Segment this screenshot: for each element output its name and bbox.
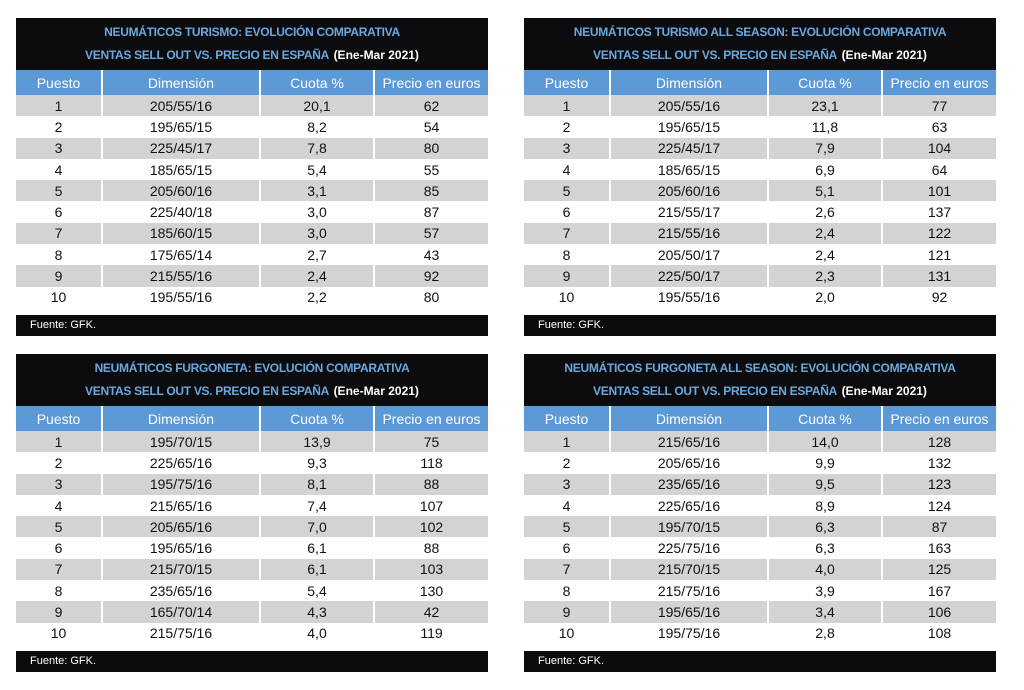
- cell-dimension: 215/65/16: [610, 431, 768, 452]
- table-row: [16, 580, 488, 601]
- column-header-puesto: Puesto: [524, 70, 610, 95]
- cell-precio: 167: [882, 580, 996, 601]
- period-label: (Ene-Mar 2021): [841, 48, 927, 62]
- table-row: [16, 138, 488, 159]
- cell-dimension: 195/65/15: [102, 116, 260, 137]
- table-row: [524, 244, 996, 265]
- cell-dimension: 225/65/16: [102, 452, 260, 473]
- cell-puesto: 7: [16, 559, 102, 580]
- cell-dimension: 205/60/16: [610, 180, 768, 201]
- cell-puesto: 1: [524, 431, 610, 452]
- cell-puesto: 7: [16, 223, 102, 244]
- cell-dimension: 215/75/16: [102, 623, 260, 644]
- cell-precio: 62: [374, 95, 488, 116]
- cell-precio: 88: [374, 474, 488, 495]
- cell-cuota: 9,5: [768, 474, 882, 495]
- cell-dimension: 215/55/16: [610, 223, 768, 244]
- column-header-cuota: Cuota %: [260, 70, 374, 95]
- cell-precio: 55: [374, 159, 488, 180]
- cell-puesto: 4: [16, 159, 102, 180]
- cell-dimension: 225/65/16: [610, 495, 768, 516]
- cell-dimension: 215/70/15: [102, 559, 260, 580]
- cell-cuota: 2,2: [260, 287, 374, 308]
- cell-dimension: 205/55/16: [610, 95, 768, 116]
- cell-cuota: 2,7: [260, 244, 374, 265]
- table-panel-turismo: [16, 18, 488, 336]
- cell-precio: 101: [882, 180, 996, 201]
- title-line-2: [16, 380, 488, 403]
- source-note: Fuente: GFK.: [16, 651, 488, 672]
- column-header-dimension: Dimensión: [102, 406, 260, 431]
- cell-cuota: 2,4: [768, 244, 882, 265]
- column-header-precio: Precio en euros: [882, 70, 996, 95]
- title-line-1: NEUMÁTICOS TURISMO ALL SEASON: EVOLUCIÓN COMPARATIVA: [573, 25, 947, 39]
- cell-cuota: 14,0: [768, 431, 882, 452]
- cell-cuota: 2,6: [768, 201, 882, 222]
- cell-puesto: 8: [524, 244, 610, 265]
- table-row: [16, 431, 488, 452]
- table-row: [16, 516, 488, 537]
- column-header-dimension: Dimensión: [610, 70, 768, 95]
- column-header-row: [524, 70, 996, 95]
- cell-precio: 87: [374, 201, 488, 222]
- cell-dimension: 225/45/17: [102, 138, 260, 159]
- panel-title: [16, 354, 488, 406]
- cell-cuota: 4,0: [768, 559, 882, 580]
- cell-dimension: 235/65/16: [610, 474, 768, 495]
- table-row: [524, 601, 996, 622]
- cell-precio: 92: [374, 265, 488, 286]
- cell-cuota: 6,9: [768, 159, 882, 180]
- title-line-2-text: VENTAS SELL OUT VS. PRECIO EN ESPAÑA: [85, 48, 329, 62]
- cell-dimension: 215/70/15: [610, 559, 768, 580]
- cell-precio: 104: [882, 138, 996, 159]
- column-header-puesto: Puesto: [524, 406, 610, 431]
- column-header-precio: Precio en euros: [882, 406, 996, 431]
- table-row: [524, 516, 996, 537]
- ranking-table: [16, 406, 488, 644]
- cell-dimension: 205/55/16: [102, 95, 260, 116]
- cell-precio: 54: [374, 116, 488, 137]
- column-header-puesto: Puesto: [16, 406, 102, 431]
- column-header-row: [16, 406, 488, 431]
- cell-puesto: 7: [524, 223, 610, 244]
- cell-dimension: 205/60/16: [102, 180, 260, 201]
- cell-precio: 42: [374, 601, 488, 622]
- cell-puesto: 8: [16, 580, 102, 601]
- cell-precio: 63: [882, 116, 996, 137]
- cell-dimension: 235/65/16: [102, 580, 260, 601]
- cell-precio: 130: [374, 580, 488, 601]
- cell-precio: 108: [882, 623, 996, 644]
- table-row: [524, 265, 996, 286]
- cell-precio: 124: [882, 495, 996, 516]
- cell-dimension: 215/65/16: [102, 495, 260, 516]
- cell-puesto: 10: [524, 623, 610, 644]
- table-row: [524, 180, 996, 201]
- table-row: [524, 559, 996, 580]
- cell-puesto: 10: [16, 287, 102, 308]
- cell-puesto: 8: [16, 244, 102, 265]
- title-line-1: NEUMÁTICOS TURISMO: EVOLUCIÓN COMPARATIVA: [104, 25, 400, 39]
- cell-precio: 103: [374, 559, 488, 580]
- title-line-2: [524, 380, 996, 403]
- cell-cuota: 13,9: [260, 431, 374, 452]
- cell-dimension: 195/55/16: [610, 287, 768, 308]
- table-row: [16, 180, 488, 201]
- table-row: [16, 159, 488, 180]
- cell-dimension: 185/65/15: [102, 159, 260, 180]
- cell-precio: 80: [374, 138, 488, 159]
- table-row: [16, 223, 488, 244]
- cell-puesto: 2: [16, 116, 102, 137]
- cell-puesto: 4: [524, 159, 610, 180]
- cell-puesto: 4: [524, 495, 610, 516]
- table-row: [524, 116, 996, 137]
- table-row: [16, 474, 488, 495]
- cell-precio: 107: [374, 495, 488, 516]
- cell-precio: 88: [374, 537, 488, 558]
- table-row: [524, 287, 996, 308]
- column-header-precio: Precio en euros: [374, 406, 488, 431]
- table-row: [16, 287, 488, 308]
- cell-precio: 122: [882, 223, 996, 244]
- cell-cuota: 2,4: [260, 265, 374, 286]
- cell-precio: 102: [374, 516, 488, 537]
- cell-dimension: 225/50/17: [610, 265, 768, 286]
- cell-puesto: 9: [524, 601, 610, 622]
- cell-precio: 119: [374, 623, 488, 644]
- cell-puesto: 9: [16, 265, 102, 286]
- cell-dimension: 195/65/15: [610, 116, 768, 137]
- table-row: [16, 623, 488, 644]
- period-label: (Ene-Mar 2021): [333, 48, 419, 62]
- panel-title: [524, 354, 996, 406]
- table-row: [524, 95, 996, 116]
- cell-precio: 80: [374, 287, 488, 308]
- cell-dimension: 195/65/16: [102, 537, 260, 558]
- cell-cuota: 2,3: [768, 265, 882, 286]
- cell-dimension: 215/75/16: [610, 580, 768, 601]
- cell-precio: 106: [882, 601, 996, 622]
- table-row: [524, 580, 996, 601]
- cell-puesto: 1: [524, 95, 610, 116]
- column-header-dimension: Dimensión: [610, 406, 768, 431]
- cell-puesto: 1: [16, 431, 102, 452]
- cell-puesto: 10: [524, 287, 610, 308]
- cell-cuota: 3,1: [260, 180, 374, 201]
- cell-precio: 77: [882, 95, 996, 116]
- cell-dimension: 205/50/17: [610, 244, 768, 265]
- cell-puesto: 3: [16, 138, 102, 159]
- title-line-1: NEUMÁTICOS FURGONETA ALL SEASON: EVOLUCIÓN COMPARATIVA: [564, 361, 956, 375]
- column-header-row: [16, 70, 488, 95]
- table-row: [16, 452, 488, 473]
- cell-cuota: 23,1: [768, 95, 882, 116]
- title-line-1: NEUMÁTICOS FURGONETA: EVOLUCIÓN COMPARATIVA: [94, 361, 410, 375]
- column-header-puesto: Puesto: [16, 70, 102, 95]
- cell-precio: 131: [882, 265, 996, 286]
- cell-precio: 125: [882, 559, 996, 580]
- cell-puesto: 5: [524, 516, 610, 537]
- cell-puesto: 5: [16, 180, 102, 201]
- source-note: Fuente: GFK.: [524, 651, 996, 672]
- table-panel-furgoneta-all-season: [524, 354, 996, 672]
- cell-dimension: 185/60/15: [102, 223, 260, 244]
- cell-cuota: 8,1: [260, 474, 374, 495]
- cell-cuota: 3,0: [260, 201, 374, 222]
- cell-cuota: 4,3: [260, 601, 374, 622]
- table-row: [16, 495, 488, 516]
- cell-cuota: 7,4: [260, 495, 374, 516]
- column-header-row: [524, 406, 996, 431]
- cell-puesto: 7: [524, 559, 610, 580]
- table-row: [16, 95, 488, 116]
- cell-puesto: 2: [524, 452, 610, 473]
- table-row: [16, 537, 488, 558]
- cell-dimension: 175/65/14: [102, 244, 260, 265]
- cell-dimension: 215/55/16: [102, 265, 260, 286]
- column-header-cuota: Cuota %: [260, 406, 374, 431]
- cell-puesto: 5: [524, 180, 610, 201]
- title-line-2-text: VENTAS SELL OUT VS. PRECIO EN ESPAÑA: [593, 48, 837, 62]
- cell-cuota: 7,8: [260, 138, 374, 159]
- cell-dimension: 225/75/16: [610, 537, 768, 558]
- cell-cuota: 8,2: [260, 116, 374, 137]
- cell-dimension: 195/70/15: [610, 516, 768, 537]
- cell-cuota: 6,1: [260, 559, 374, 580]
- period-label: (Ene-Mar 2021): [841, 384, 927, 398]
- source-note: Fuente: GFK.: [16, 315, 488, 336]
- cell-puesto: 4: [16, 495, 102, 516]
- table-row: [524, 138, 996, 159]
- cell-puesto: 3: [524, 138, 610, 159]
- cell-dimension: 195/70/15: [102, 431, 260, 452]
- cell-precio: 92: [882, 287, 996, 308]
- source-note: Fuente: GFK.: [524, 315, 996, 336]
- cell-dimension: 165/70/14: [102, 601, 260, 622]
- cell-cuota: 5,4: [260, 580, 374, 601]
- panel-title: [16, 18, 488, 70]
- cell-dimension: 185/65/15: [610, 159, 768, 180]
- table-row: [16, 601, 488, 622]
- cell-puesto: 2: [524, 116, 610, 137]
- cell-dimension: 215/55/17: [610, 201, 768, 222]
- cell-cuota: 2,8: [768, 623, 882, 644]
- cell-cuota: 3,4: [768, 601, 882, 622]
- title-line-2-text: VENTAS SELL OUT VS. PRECIO EN ESPAÑA: [593, 384, 837, 398]
- period-label: (Ene-Mar 2021): [333, 384, 419, 398]
- cell-precio: 85: [374, 180, 488, 201]
- cell-precio: 128: [882, 431, 996, 452]
- cell-cuota: 9,9: [768, 452, 882, 473]
- ranking-table: [524, 406, 996, 644]
- table-row: [16, 559, 488, 580]
- cell-cuota: 2,0: [768, 287, 882, 308]
- cell-cuota: 11,8: [768, 116, 882, 137]
- table-row: [524, 452, 996, 473]
- title-line-2-text: VENTAS SELL OUT VS. PRECIO EN ESPAÑA: [85, 384, 329, 398]
- cell-precio: 118: [374, 452, 488, 473]
- panel-title: [524, 18, 996, 70]
- cell-precio: 137: [882, 201, 996, 222]
- cell-cuota: 6,3: [768, 537, 882, 558]
- cell-puesto: 3: [16, 474, 102, 495]
- cell-cuota: 7,0: [260, 516, 374, 537]
- cell-dimension: 195/75/16: [102, 474, 260, 495]
- cell-cuota: 5,1: [768, 180, 882, 201]
- cell-puesto: 2: [16, 452, 102, 473]
- cell-cuota: 2,4: [768, 223, 882, 244]
- cell-puesto: 9: [524, 265, 610, 286]
- column-header-precio: Precio en euros: [374, 70, 488, 95]
- cell-puesto: 6: [16, 201, 102, 222]
- cell-dimension: 225/40/18: [102, 201, 260, 222]
- column-header-cuota: Cuota %: [768, 406, 882, 431]
- column-header-cuota: Cuota %: [768, 70, 882, 95]
- table-row: [524, 623, 996, 644]
- cell-puesto: 5: [16, 516, 102, 537]
- cell-dimension: 205/65/16: [102, 516, 260, 537]
- cell-puesto: 8: [524, 580, 610, 601]
- cell-cuota: 3,9: [768, 580, 882, 601]
- title-line-2: [16, 44, 488, 67]
- cell-cuota: 6,3: [768, 516, 882, 537]
- cell-cuota: 4,0: [260, 623, 374, 644]
- cell-cuota: 7,9: [768, 138, 882, 159]
- table-panel-furgoneta: [16, 354, 488, 672]
- cell-puesto: 9: [16, 601, 102, 622]
- cell-precio: 64: [882, 159, 996, 180]
- table-row: [16, 244, 488, 265]
- table-row: [524, 223, 996, 244]
- table-panel-turismo-all-season: [524, 18, 996, 336]
- cell-cuota: 3,0: [260, 223, 374, 244]
- cell-dimension: 195/65/16: [610, 601, 768, 622]
- cell-puesto: 10: [16, 623, 102, 644]
- cell-puesto: 6: [16, 537, 102, 558]
- table-row: [16, 116, 488, 137]
- cell-cuota: 8,9: [768, 495, 882, 516]
- cell-precio: 43: [374, 244, 488, 265]
- title-line-2: [524, 44, 996, 67]
- table-row: [524, 537, 996, 558]
- cell-precio: 123: [882, 474, 996, 495]
- ranking-table: [524, 70, 996, 308]
- table-row: [524, 431, 996, 452]
- cell-cuota: 9,3: [260, 452, 374, 473]
- cell-precio: 87: [882, 516, 996, 537]
- cell-cuota: 6,1: [260, 537, 374, 558]
- cell-cuota: 5,4: [260, 159, 374, 180]
- table-row: [524, 495, 996, 516]
- cell-precio: 121: [882, 244, 996, 265]
- cell-precio: 132: [882, 452, 996, 473]
- cell-puesto: 1: [16, 95, 102, 116]
- cell-puesto: 3: [524, 474, 610, 495]
- table-row: [16, 201, 488, 222]
- table-row: [524, 474, 996, 495]
- cell-puesto: 6: [524, 201, 610, 222]
- cell-dimension: 225/45/17: [610, 138, 768, 159]
- cell-dimension: 205/65/16: [610, 452, 768, 473]
- cell-dimension: 195/75/16: [610, 623, 768, 644]
- column-header-dimension: Dimensión: [102, 70, 260, 95]
- cell-puesto: 6: [524, 537, 610, 558]
- table-row: [524, 201, 996, 222]
- cell-precio: 75: [374, 431, 488, 452]
- cell-cuota: 20,1: [260, 95, 374, 116]
- ranking-table: [16, 70, 488, 308]
- table-row: [16, 265, 488, 286]
- cell-precio: 57: [374, 223, 488, 244]
- cell-dimension: 195/55/16: [102, 287, 260, 308]
- cell-precio: 163: [882, 537, 996, 558]
- table-row: [524, 159, 996, 180]
